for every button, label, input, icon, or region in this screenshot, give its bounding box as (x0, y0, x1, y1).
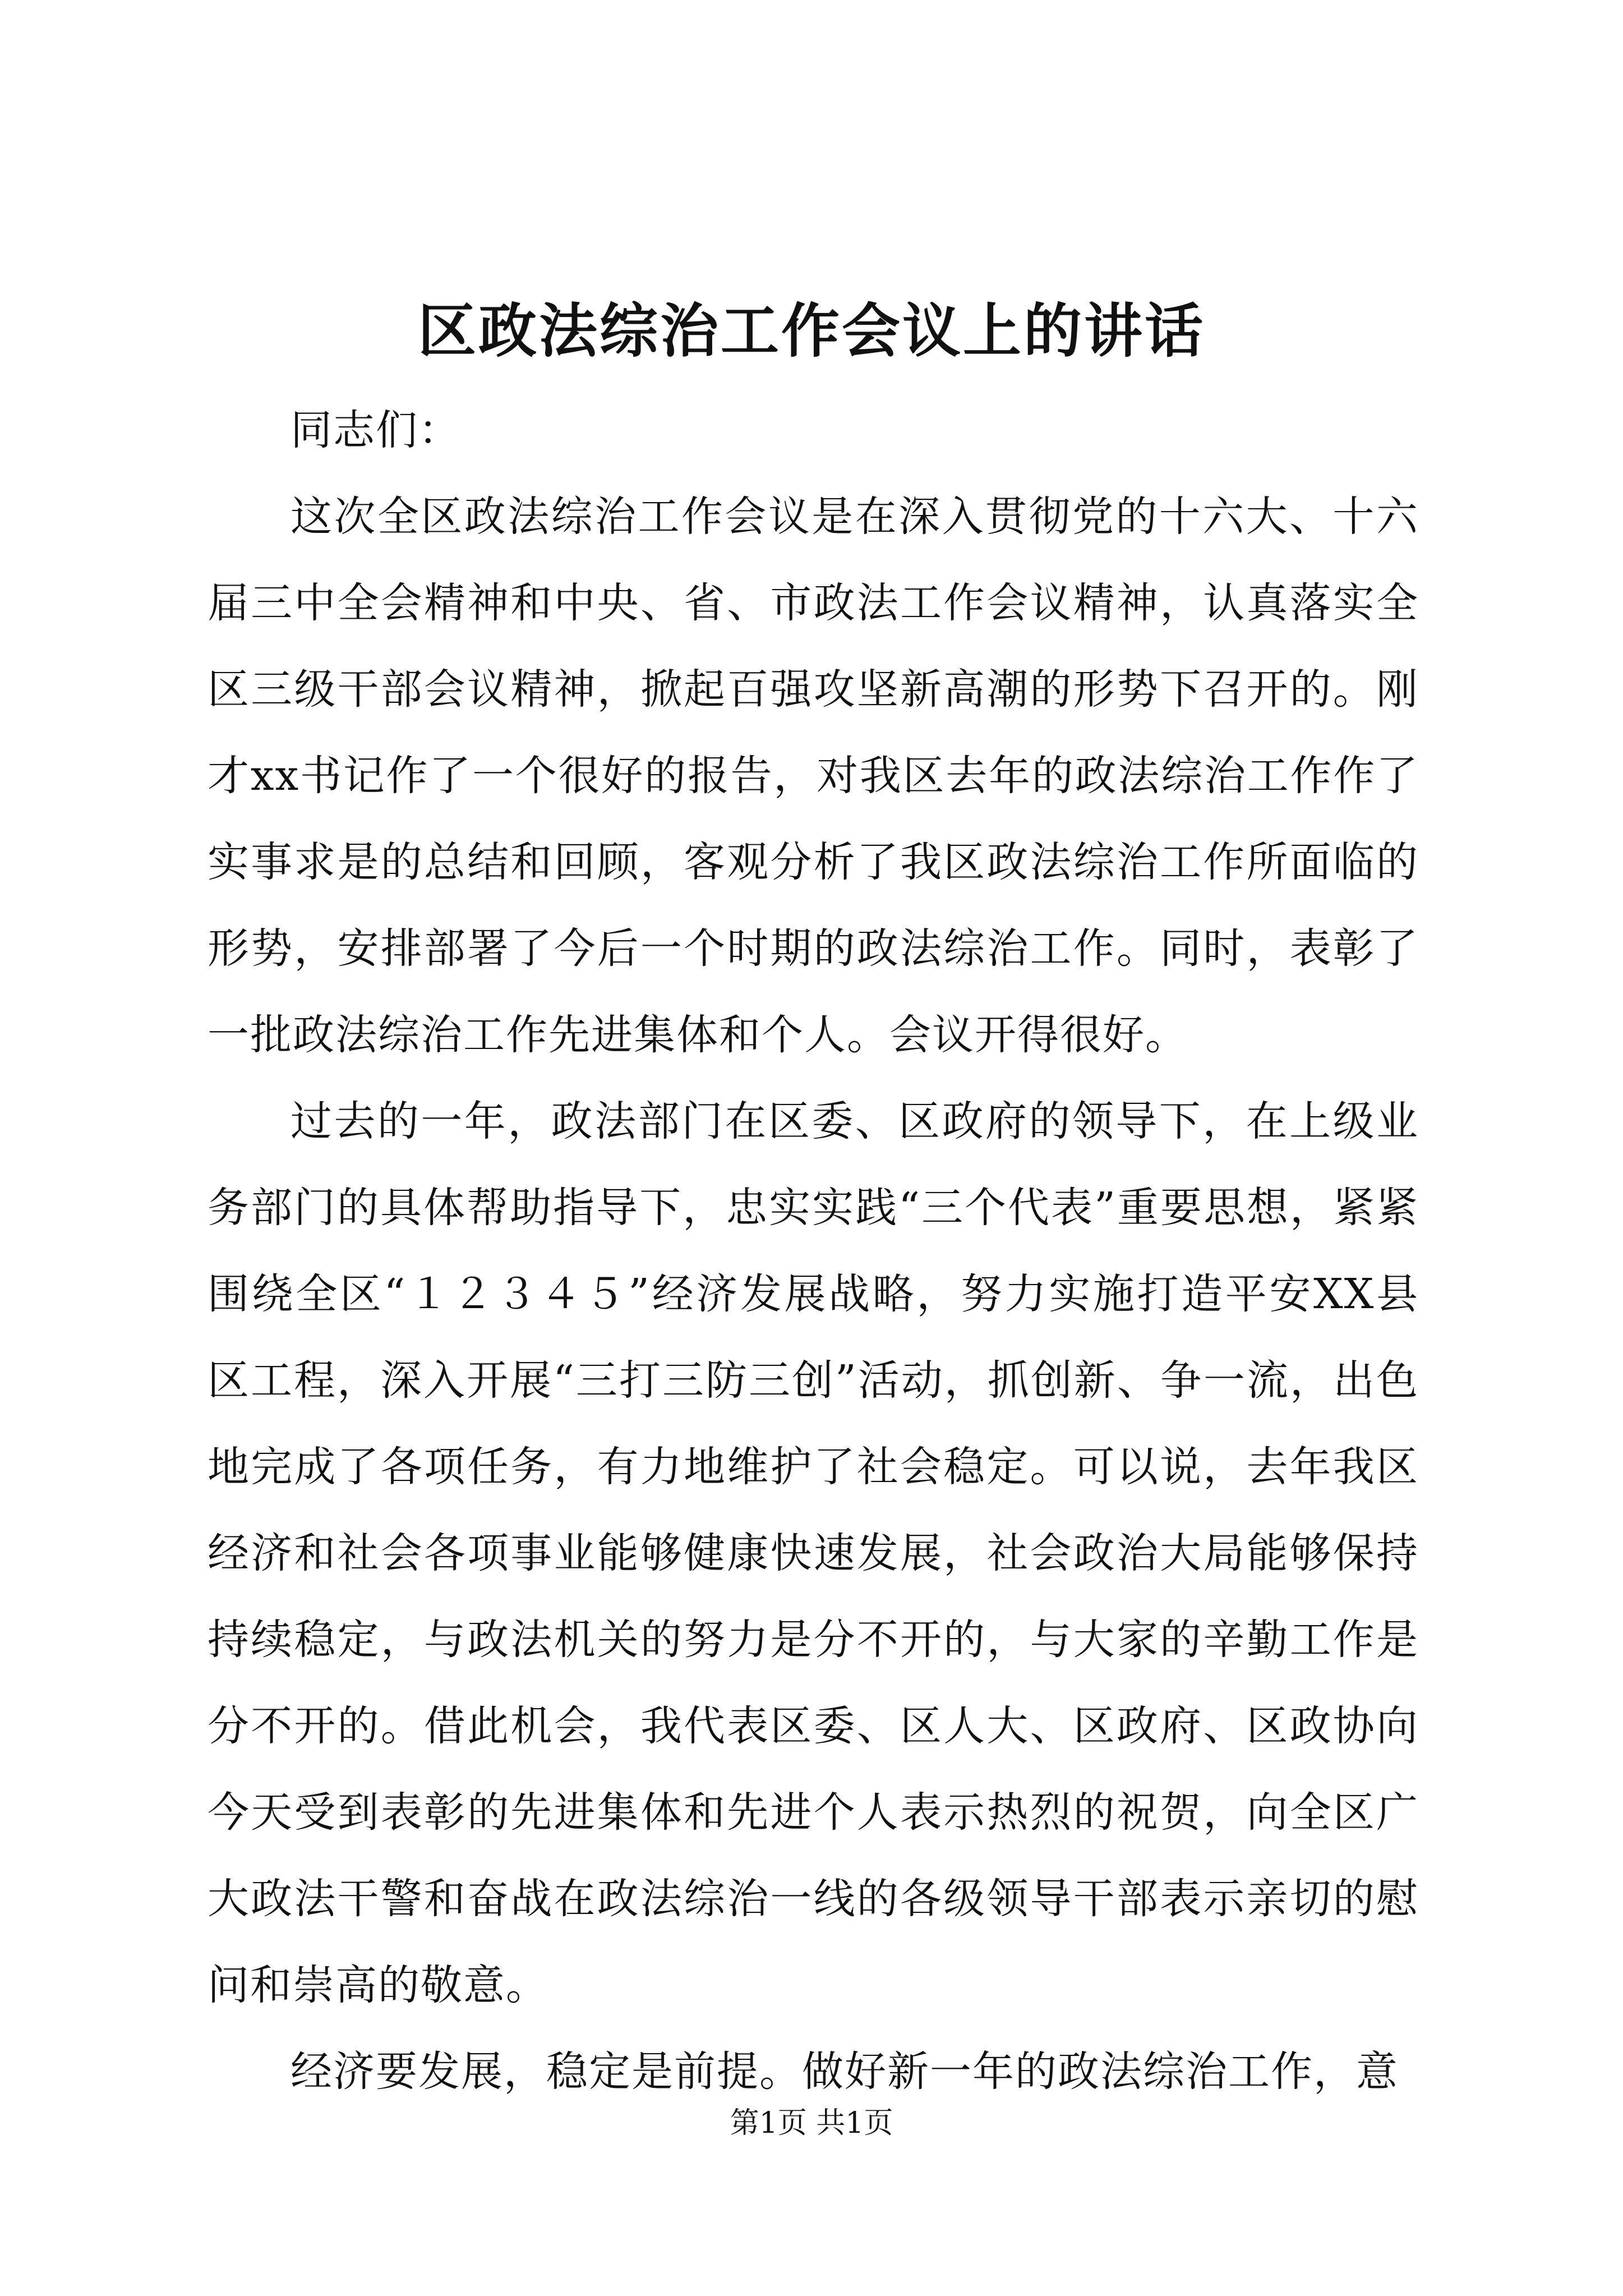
page-number-footer: 第1页 共1页 (730, 2106, 893, 2140)
body-paragraph-2: 过去的一年，政法部门在区委、区政府的领导下，在上级业务部门的具体帮助指导下，忠实实践“三个代表”重要思想，紧紧围绕全区“１２３４５”经济发展战略，努力实施打造平安XX县区工程，深入开展“三打三防三创”活动，抓创新、争一流，出色地完成了各项任务，有力地维护了社会稳定。可以说，去年我区经济和社会各项事业能够健康快速发展，社会政治大局能够保持持续稳定，与政法机关的努力是分不开的，与大家的辛勤工作是分不开的。借此机会，我代表区委、区人大、区政府、区政协向今天受到表彰的先进集体和先进个人表示热烈的祝贺，向全区广大政法干警和奋战在政法综治一线的各级领导干部表示亲切的慰问和崇高的敬意。 (208, 1097, 1419, 2009)
body-paragraph-1: 这次全区政法综治工作会议是在深入贯彻党的十六大、十六届三中全会精神和中央、省、市政法工作会议精神，认真落实全区三级干部会议精神，掀起百强攻坚新高潮的形势下召开的。刚才xx书记作了一个很好的报告，对我区去年的政法综治工作作了实事求是的总结和回顾，客观分析了我区政法综治工作所面临的形势，安排部署了今后一个时期的政法综治工作。同时，表彰了一批政法综治工作先进集体和个人。会议开得很好。 (208, 493, 1419, 1059)
salutation-paragraph: 同志们： (291, 406, 461, 454)
body-paragraph-3: 经济要发展，稳定是前提。做好新一年的政法综治工作，意 (291, 2047, 1399, 2096)
document-body (208, 387, 1419, 2115)
document-title: 区政法综治工作会议上的讲话 (417, 296, 1205, 365)
